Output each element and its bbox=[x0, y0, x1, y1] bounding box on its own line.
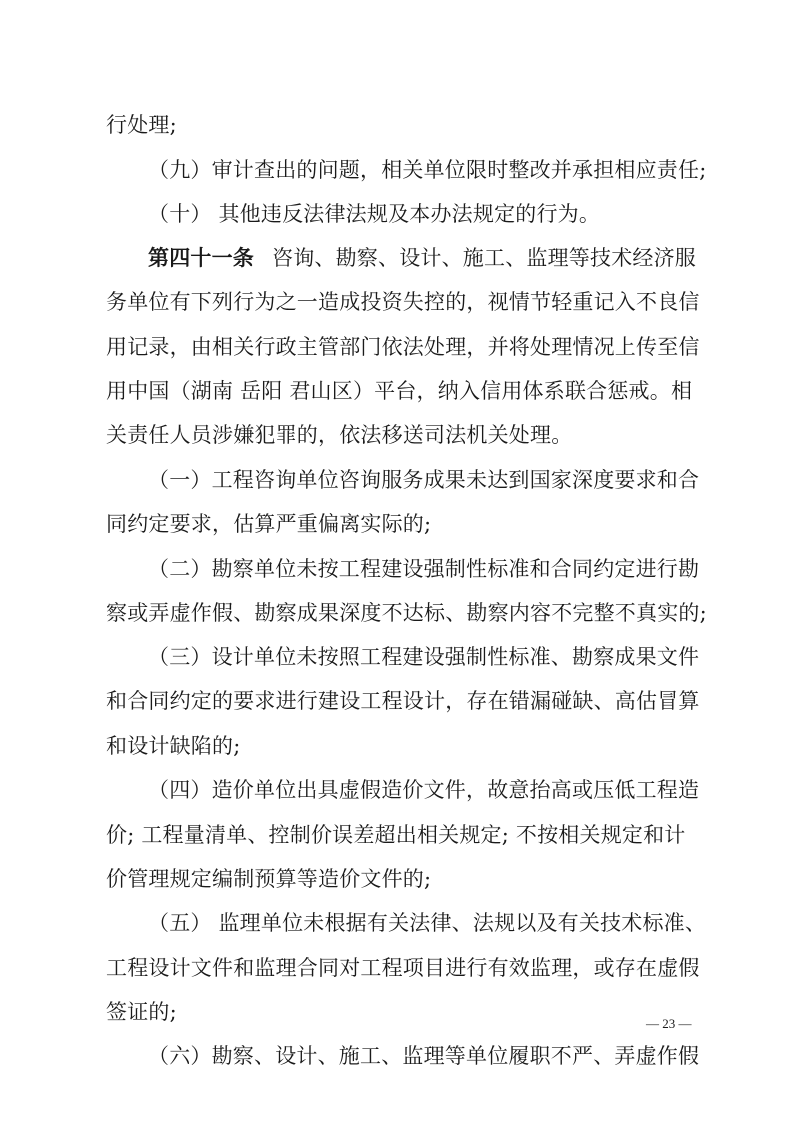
text-line: 和合同约定的要求进行建设工程设计，存在错漏碰缺、高估冒算 bbox=[106, 689, 700, 713]
text-line: 务单位有下列行为之一造成投资失控的，视情节轻重记入不良信 bbox=[106, 290, 700, 314]
text-line: 关责任人员涉嫌犯罪的，依法移送司法机关处理。 bbox=[106, 423, 573, 447]
text-line: 价; 工程量清单、控制价误差超出相关规定; 不按相关规定和计 bbox=[106, 823, 686, 847]
article-number: 第四十一条 bbox=[148, 245, 254, 270]
text-line: （十） 其他违反法律法规及本办法规定的行为。 bbox=[148, 202, 601, 226]
text-line: 同约定要求，估算严重偏离实际的; bbox=[106, 512, 432, 536]
text-line: 用记录，由相关行政主管部门依法处理，并将处理情况上传至信 bbox=[106, 335, 700, 359]
text-line: 和设计缺陷的; bbox=[106, 734, 241, 758]
text-line: （三）设计单位未按照工程建设强制性标准、勘察成果文件 bbox=[148, 645, 700, 669]
text-line: 价管理规定编制预算等造价文件的; bbox=[106, 867, 432, 891]
text-line: 用中国（湖南 岳阳 君山区）平台，纳入信用体系联合惩戒。相 bbox=[106, 379, 693, 403]
text-line: （一）工程咨询单位咨询服务成果未达到国家深度要求和合 bbox=[148, 468, 700, 492]
text-line: （四）造价单位出具虚假造价文件，故意抬高或压低工程造 bbox=[148, 778, 700, 802]
text-line: 签证的; bbox=[106, 1000, 177, 1024]
page-number: — 23 — bbox=[646, 1016, 692, 1031]
text-line: （二）勘察单位未按工程建设强制性标准和合同约定进行勘 bbox=[148, 557, 700, 581]
text-line: 察或弄虚作假、勘察成果深度不达标、勘察内容不完整不真实的; bbox=[106, 601, 707, 625]
text-line: 行处理; bbox=[106, 113, 177, 137]
text-line: 咨询、勘察、设计、施工、监理等技术经济服 bbox=[272, 246, 696, 270]
text-line: （九）审计查出的问题，相关单位限时整改并承担相应责任; bbox=[148, 158, 707, 182]
text-line: 工程设计文件和监理合同对工程项目进行有效监理，或存在虚假 bbox=[106, 956, 700, 980]
text-line: （五） 监理单位未根据有关法律、法规以及有关技术标准、 bbox=[148, 911, 707, 935]
text-line: （六）勘察、设计、施工、监理等单位履职不严、弄虚作假 bbox=[148, 1044, 700, 1068]
